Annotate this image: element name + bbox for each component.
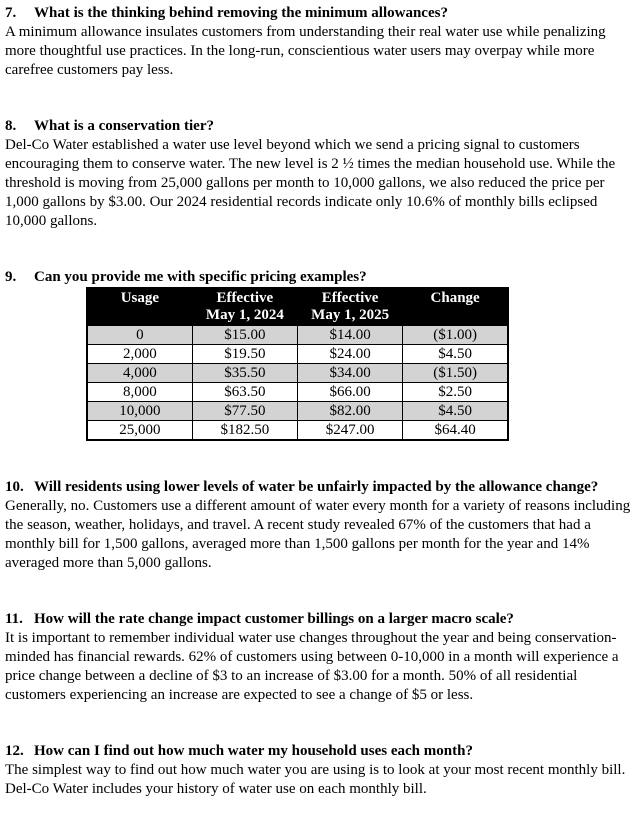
faq-question	[5, 610, 638, 629]
pricing-table-header-row	[87, 288, 508, 326]
header-line1: Effective	[321, 290, 379, 306]
question-number: 12.	[5, 743, 24, 759]
pricing-table-cell: $4.50	[403, 402, 508, 421]
pricing-table-cell: $182.50	[192, 421, 297, 441]
pricing-table-cell: $14.00	[298, 326, 403, 345]
question-text: Will residents using lower levels of water be unfairly impacted by the allowance change?	[34, 479, 599, 495]
question-text: How can I find out how much water my household uses each month?	[34, 743, 473, 759]
pricing-table-row	[87, 364, 508, 383]
faq-item-10	[5, 478, 638, 573]
faq-question	[5, 742, 638, 761]
header-line1: Change	[430, 290, 480, 306]
faq-item-11	[5, 610, 638, 705]
pricing-table-cell: 2,000	[87, 345, 192, 364]
pricing-table-cell: ($1.00)	[403, 326, 508, 345]
pricing-table-row	[87, 383, 508, 402]
question-number: 8.	[5, 118, 17, 134]
pricing-table-cell: $24.00	[298, 345, 403, 364]
faq-question	[5, 117, 638, 136]
pricing-table-cell: 0	[87, 326, 192, 345]
pricing-table-cell: $63.50	[192, 383, 297, 402]
faq-answer: It is important to remember individual water use changes throughout the year and being conservation-minded has financial rewards. 62% of customers using between 0-10,000 in a month will experience a price change between a decline of $3 to an increase of $3.00 for a month. 50% of all residential customers experiencing an increase are expected to see a change of $5 or less.	[5, 630, 619, 703]
faq-answer: A minimum allowance insulates customers from understanding their real water use while penalizing more thoughtful use practices. In the long-run, conscientious water users may overpay while more carefree customers pay less.	[5, 24, 606, 78]
question-number: 10.	[5, 479, 24, 495]
pricing-table-cell: 25,000	[87, 421, 192, 441]
header-line1: Effective	[216, 290, 274, 306]
pricing-table-cell: $66.00	[298, 383, 403, 402]
faq-item-9	[5, 268, 638, 441]
faq-answer: Del-Co Water established a water use level beyond which we send a pricing signal to customers encouraging them to conserve water. The new level is 2 ½ times the median household use. While the threshold is moving from 25,000 gallons per month to 10,000 gallons, we also reduced the price per 1,000 gallons by $3.00. Our 2024 residential records indicate only 10.6% of monthly bills eclipsed 10,000 gallons.	[5, 137, 616, 229]
pricing-table-cell: 4,000	[87, 364, 192, 383]
header-line2: May 1, 2025	[311, 307, 390, 323]
pricing-table-cell: $4.50	[403, 345, 508, 364]
pricing-table-row	[87, 402, 508, 421]
question-number: 9.	[5, 269, 17, 285]
pricing-table-header-effective-2025	[298, 288, 403, 326]
faq-item-7	[5, 4, 638, 80]
pricing-table-cell: $77.50	[192, 402, 297, 421]
pricing-table	[86, 287, 509, 441]
pricing-table-cell: 10,000	[87, 402, 192, 421]
pricing-table-row	[87, 421, 508, 441]
faq-answer: Generally, no. Customers use a different amount of water every month for a variety of reasons including the season, weather, holidays, and travel. A recent study revealed 67% of the customers that had a monthly bill for 1,500 gallons, averaged more than 1,500 gallons per month for the year and 14% averaged more than 5,000 gallons.	[5, 498, 631, 571]
pricing-table-cell: $35.50	[192, 364, 297, 383]
faq-answer: The simplest way to find out how much water you are using is to look at your most recent monthly bill. Del-Co Water includes your history of water use on each monthly bill.	[5, 762, 626, 797]
faq-question	[5, 478, 638, 497]
faq-question	[5, 268, 638, 287]
pricing-table-cell: $2.50	[403, 383, 508, 402]
pricing-table-cell: $64.40	[403, 421, 508, 441]
question-text: What is a conservation tier?	[34, 118, 214, 134]
faq-item-12	[5, 742, 638, 799]
pricing-table-row	[87, 345, 508, 364]
pricing-table-cell: $247.00	[298, 421, 403, 441]
pricing-table-cell: 8,000	[87, 383, 192, 402]
pricing-table-cell: $82.00	[298, 402, 403, 421]
pricing-table-cell: $19.50	[192, 345, 297, 364]
pricing-table-header-usage	[87, 288, 192, 326]
pricing-table-header-change	[403, 288, 508, 326]
question-text: Can you provide me with specific pricing examples?	[34, 269, 367, 285]
pricing-table-cell: ($1.50)	[403, 364, 508, 383]
header-line2: May 1, 2024	[205, 307, 284, 323]
pricing-table-body	[87, 326, 508, 441]
question-text: How will the rate change impact customer billings on a larger macro scale?	[34, 611, 514, 627]
question-number: 7.	[5, 5, 17, 21]
faq-item-8	[5, 117, 638, 231]
faq-question	[5, 4, 638, 23]
pricing-table-cell: $34.00	[298, 364, 403, 383]
header-line1: Usage	[120, 290, 160, 306]
question-number: 11.	[5, 611, 23, 627]
pricing-table-header-effective-2024	[192, 288, 297, 326]
pricing-table-row	[87, 326, 508, 345]
pricing-table-cell: $15.00	[192, 326, 297, 345]
question-text: What is the thinking behind removing the minimum allowances?	[34, 5, 448, 21]
